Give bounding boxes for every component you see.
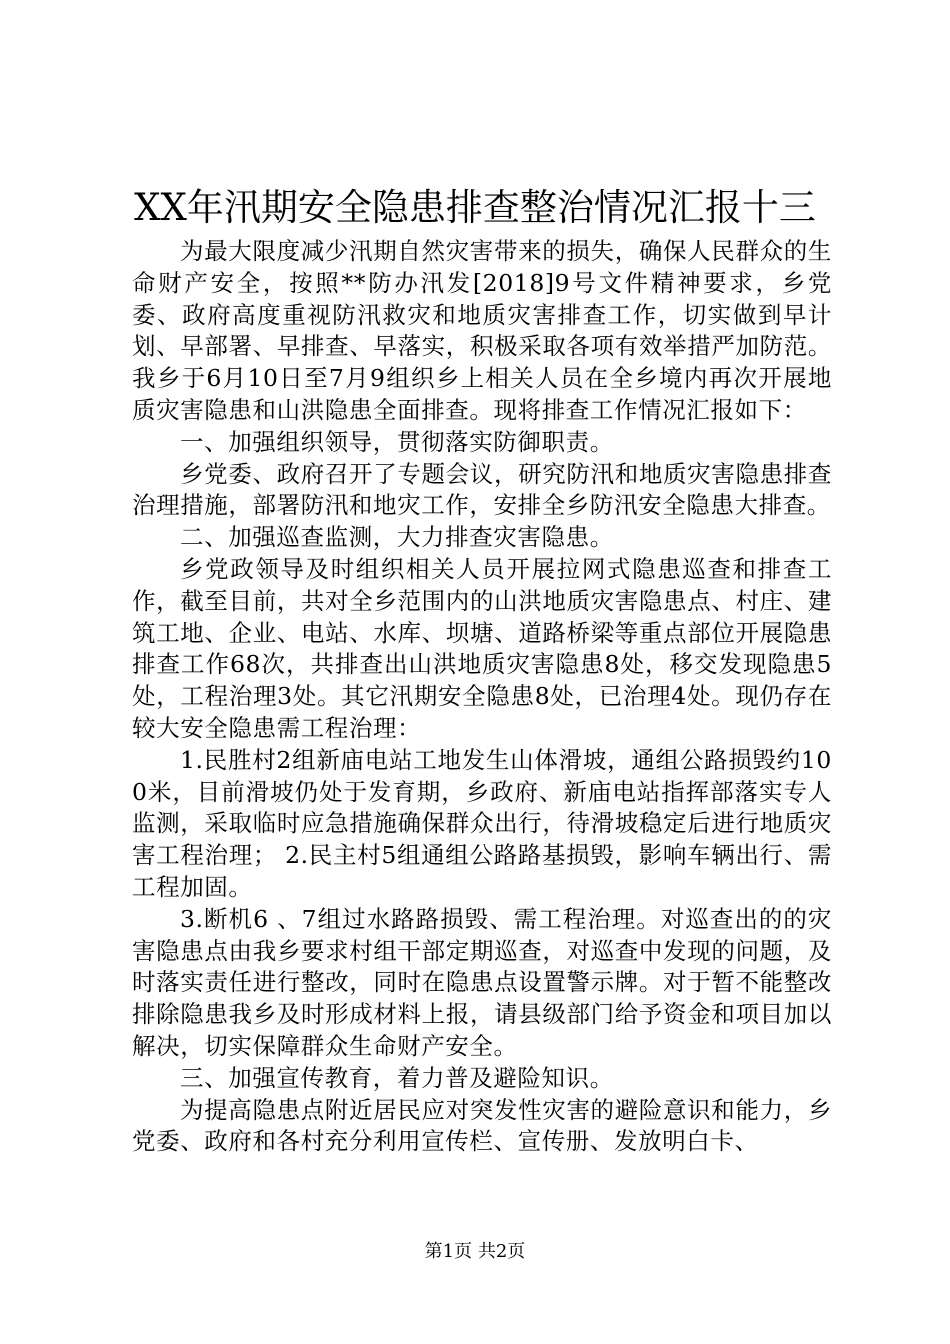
document-body: [132, 236, 832, 1158]
paragraph-hazard-items-1-2: 1.民胜村2组新庙电站工地发生山体滑坡，通组公路损毁约100米，目前滑坡仍处于发育期，乡政府、新庙电站指挥部落实专人监测，采取临时应急措施确保群众出行，待滑坡稳定后进行地质灾害工程治理； 2.民主村5组通组公路路基损毁，影响车辆出行、需工程加固。: [132, 745, 832, 901]
paragraph-section-3: 为提高隐患点附近居民应对突发性灾害的避险意识和能力，乡党委、政府和各村充分利用宣传栏、宣传册、发放明白卡、: [132, 1095, 832, 1156]
section-heading-1: 一、加强组织领导，贯彻落实防御职责。: [180, 427, 614, 456]
paragraph-hazard-item-3: 3.断机6 、7组过水路路损毁、需工程治理。对巡查出的的灾害隐患点由我乡要求村组干部定期巡查，对巡查中发现的问题，及时落实责任进行整改，同时在隐患点设置警示牌。对于暂不能整改排除隐患我乡及时形成材料上报，请县级部门给予资金和项目加以解决，切实保障群众生命财产安全。: [132, 904, 832, 1060]
section-heading-2: 二、加强巡查监测，大力排查灾害隐患。: [180, 523, 614, 552]
paragraph-section-1: 乡党委、政府召开了专题会议，研究防汛和地质灾害隐患排查治理措施，部署防汛和地灾工作，安排全乡防汛安全隐患大排查。: [132, 459, 832, 520]
paragraph-intro: 为最大限度减少汛期自然灾害带来的损失，确保人民群众的生命财产安全，按照**防办汛发[2018]9号文件精神要求，乡党委、政府高度重视防汛救灾和地质灾害排查工作，切实做到早计划、早部署、早排查、早落实，积极采取各项有效举措严加防范。我乡于6月10日至7月9组织乡上相关人员在全乡境内再次开展地质灾害隐患和山洪隐患全面排查。现将排查工作情况汇报如下：: [132, 237, 832, 424]
section-heading-3: 三、加强宣传教育，着力普及避险知识。: [180, 1063, 614, 1092]
page-footer: 第1页 共2页: [424, 1241, 526, 1262]
document-title: XX年汛期安全隐患排查整治情况汇报十三: [134, 186, 816, 229]
paragraph-section-2: 乡党政领导及时组织相关人员开展拉网式隐患巡查和排查工作，截至目前，共对全乡范围内的山洪地质灾害隐患点、村庄、建筑工地、企业、电站、水库、坝塘、道路桥梁等重点部位开展隐患排查工作68次，共排查出山洪地质灾害隐患8处，移交发现隐患5处，工程治理3处。其它汛期安全隐患8处，已治理4处。现仍存在较大安全隐患需工程治理：: [132, 554, 832, 742]
